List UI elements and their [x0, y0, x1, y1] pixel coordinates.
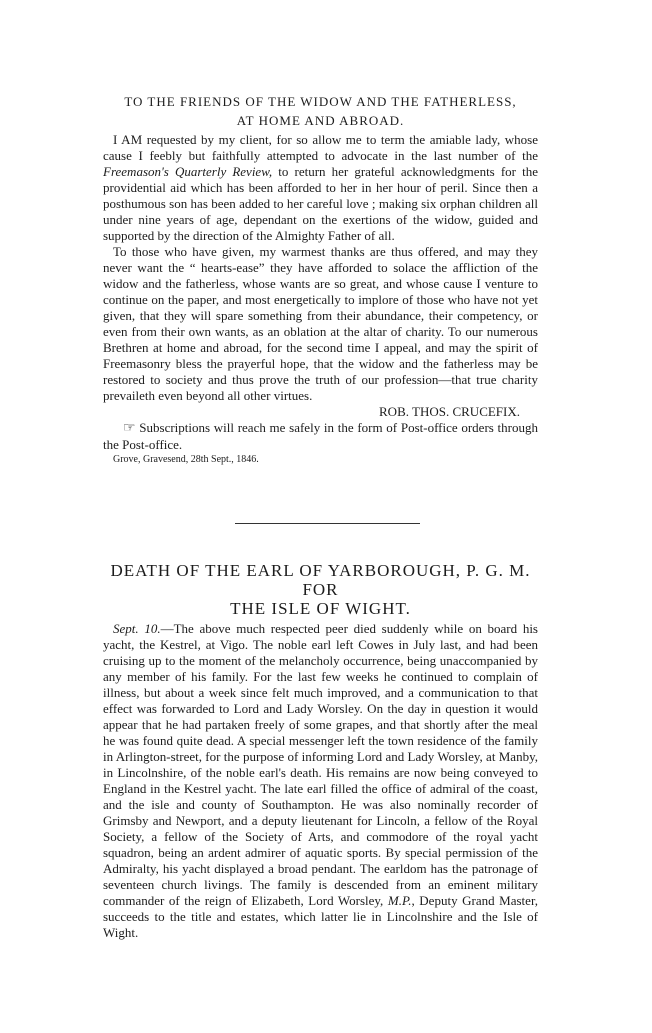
- article-text: —The above much respected peer died suddenly while on board his yacht, the Kestrel, at Vigo. The noble earl left Cowes in July last, and had been cruising up to the moment of the melancholy occurrence, being unaccompanied by any member of his family. For the last few weeks he continued to complain of illness, but about a week since felt much improved, and a communication to that effect was forwarded to Lord and Lady Worsley. On the day in question it would appear that he had partaken freely of some grapes, and that shortly after the meal he was found quite dead. A special messenger left the town residence of the family in Arlington-street, for the purpose of informing Lord and Lady Worsley, at Manby, in Lincolnshire, of the noble earl's death. His remains are now being conveyed to England in the Kestrel yacht. The late earl filled the office of admiral of the coast, and the isle and county of Southampton. He was also nominally recorder of Grimsby and Newport, and a deputy lieutenant for Lincoln, a fellow of the Royal Society, a fellow of the Society of Arts, and commodore of the royal yacht squadron, being an ardent admirer of aquatic sports. By special permission of the Admiralty, his yacht displayed a broad pendant. The earldom has the patronage of seventeen church livings. The family is descended from an eminent military commander of the reign of Elizabeth, Lord Worsley,: [103, 621, 538, 908]
- article-mp: M.P.: [387, 893, 412, 908]
- article-dateline: Sept. 10.: [113, 621, 161, 636]
- notice-para1-b: to return her grateful acknowledgments for the providential aid which has been afforded to her in her hour of peril. Since then a posthumous son has been added to her careful love ; making six orphan children all under nine years of age, dependant on the exertions of the widow, guided and supported by the direction of the Almighty Father of all.: [103, 164, 538, 243]
- pointing-hand-icon: ☞: [123, 421, 136, 436]
- article-heading-line2: THE ISLE OF WIGHT.: [230, 599, 411, 618]
- notice-journal-title: Freemason's Quarterly Review,: [103, 164, 273, 179]
- notice-signature: ROB. THOS. CRUCEFIX.: [379, 404, 520, 419]
- notice-subscription-note: [103, 420, 538, 453]
- notice-paragraph-2: To those who have given, my warmest thanks are thus offered, and may they never want the “ hearts-ease” they have afforded to solace the affliction of the widow and the fatherless, whose wants are so great, and whose cause I venture to continue on the paper, and most energetically to implore of those who have not yet given, that they will spare something from their abundance, their competency, or even from their own wants, as an oblation at the altar of charity. To our numerous Brethren at home and abroad, for the second time I appeal, and may the spirit of Freemasonry bless the prayerful hope, that the widow and the fatherless may be restored to society and thus prove the truth of our profession—that true charity prevaileth even beyond all other virtues.: [103, 244, 538, 403]
- subscription-text: Subscriptions will reach me safely in the form of Post-office orders through the Post-office.: [103, 420, 538, 452]
- article-section: [103, 561, 538, 941]
- notice-lead-word: I AM: [113, 132, 143, 147]
- notice-paragraph-1: [103, 132, 538, 244]
- notice-dateline: Grove, Gravesend, 28th Sept., 1846.: [113, 454, 259, 465]
- article-text-end: , Deputy Grand Master, succeeds to the title and estates, which latter lie in Lincolnshire and the Isle of Wight.: [103, 893, 538, 940]
- notice-heading-line2: AT HOME AND ABROAD.: [236, 113, 405, 128]
- article-body: [103, 621, 538, 941]
- notice-para1-a: requested by my client, for so allow me to term the amiable lady, whose cause I feebly but faithfully attempted to advocate in the last number of the: [103, 132, 538, 163]
- article-heading-line1: DEATH OF THE EARL OF YARBOROUGH, P. G. M. FOR: [110, 561, 531, 599]
- section-divider: [235, 523, 420, 524]
- notice-heading-line1: TO THE FRIENDS OF THE WIDOW AND THE FATHERLESS,: [124, 94, 517, 109]
- notice-section: [103, 92, 538, 467]
